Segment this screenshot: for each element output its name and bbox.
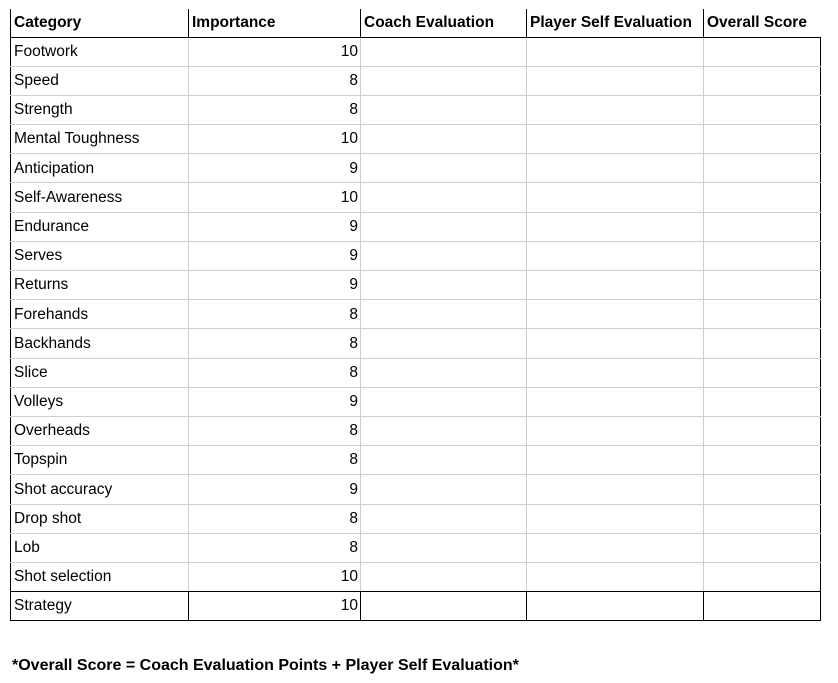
overall-score-cell[interactable] [704,358,821,387]
evaluation-table [10,9,821,621]
overall-score-cell[interactable] [704,154,821,183]
importance-cell[interactable]: 8 [189,300,361,329]
overall-score-cell[interactable] [704,329,821,358]
table-row [11,125,821,154]
player-self-evaluation-cell[interactable] [527,300,704,329]
coach-evaluation-cell[interactable] [361,125,527,154]
table-row [11,154,821,183]
importance-cell[interactable]: 10 [189,562,361,591]
importance-cell[interactable]: 8 [189,95,361,124]
overall-score-cell[interactable] [704,66,821,95]
overall-score-cell[interactable] [704,475,821,504]
coach-evaluation-cell[interactable] [361,154,527,183]
coach-evaluation-cell[interactable] [361,66,527,95]
coach-evaluation-cell[interactable] [361,592,527,621]
table-row [11,271,821,300]
coach-evaluation-cell[interactable] [361,562,527,591]
table-row [11,241,821,270]
overall-score-cell[interactable] [704,592,821,621]
overall-score-cell[interactable] [704,95,821,124]
player-self-evaluation-cell[interactable] [527,387,704,416]
player-self-evaluation-cell[interactable] [527,592,704,621]
player-self-evaluation-cell[interactable] [527,358,704,387]
importance-cell[interactable]: 10 [189,592,361,621]
formula-footnote: *Overall Score = Coach Evaluation Points + Player Self Evaluation* [12,657,519,674]
overall-score-cell[interactable] [704,212,821,241]
player-self-evaluation-cell[interactable] [527,475,704,504]
overall-score-cell[interactable] [704,300,821,329]
table-row [11,358,821,387]
importance-cell[interactable]: 9 [189,154,361,183]
header-coach-evaluation[interactable]: Coach Evaluation [361,9,527,37]
coach-evaluation-cell[interactable] [361,183,527,212]
importance-cell[interactable]: 8 [189,533,361,562]
player-self-evaluation-cell[interactable] [527,504,704,533]
importance-cell[interactable]: 9 [189,241,361,270]
header-importance[interactable]: Importance [189,9,361,37]
table-row [11,212,821,241]
importance-cell[interactable]: 9 [189,212,361,241]
category-cell[interactable]: Forehands [11,300,189,329]
overall-score-cell[interactable] [704,125,821,154]
importance-cell[interactable]: 9 [189,387,361,416]
coach-evaluation-cell[interactable] [361,95,527,124]
player-self-evaluation-cell[interactable] [527,212,704,241]
header-overall-score[interactable]: Overall Score [704,9,821,37]
overall-score-cell[interactable] [704,562,821,591]
player-self-evaluation-cell[interactable] [527,37,704,66]
header-row [11,9,821,37]
table-row [11,504,821,533]
player-self-evaluation-cell[interactable] [527,125,704,154]
table-row [11,533,821,562]
player-self-evaluation-cell[interactable] [527,533,704,562]
category-cell[interactable]: Backhands [11,329,189,358]
overall-score-cell[interactable] [704,387,821,416]
coach-evaluation-cell[interactable] [361,37,527,66]
overall-score-cell[interactable] [704,271,821,300]
category-cell[interactable]: Volleys [11,387,189,416]
player-self-evaluation-cell[interactable] [527,183,704,212]
importance-cell[interactable]: 8 [189,416,361,445]
category-cell[interactable]: Strategy [11,592,189,621]
player-self-evaluation-cell[interactable] [527,329,704,358]
overall-score-cell[interactable] [704,416,821,445]
coach-evaluation-cell[interactable] [361,533,527,562]
overall-score-cell[interactable] [704,504,821,533]
coach-evaluation-cell[interactable] [361,387,527,416]
header-category[interactable]: Category [11,9,189,37]
player-self-evaluation-cell[interactable] [527,271,704,300]
importance-cell[interactable]: 8 [189,504,361,533]
table-row [11,387,821,416]
category-cell[interactable]: Returns [11,271,189,300]
table-row [11,95,821,124]
coach-evaluation-cell[interactable] [361,446,527,475]
importance-cell[interactable]: 8 [189,358,361,387]
coach-evaluation-cell[interactable] [361,475,527,504]
overall-score-cell[interactable] [704,241,821,270]
overall-score-cell[interactable] [704,446,821,475]
importance-cell[interactable]: 8 [189,66,361,95]
coach-evaluation-cell[interactable] [361,271,527,300]
category-cell[interactable]: Serves [11,241,189,270]
player-self-evaluation-cell[interactable] [527,562,704,591]
coach-evaluation-cell[interactable] [361,329,527,358]
table-row [11,475,821,504]
player-self-evaluation-cell[interactable] [527,95,704,124]
category-cell[interactable]: Overheads [11,416,189,445]
category-cell[interactable]: Strength [11,95,189,124]
table-row [11,66,821,95]
coach-evaluation-cell[interactable] [361,358,527,387]
table-row [11,37,821,66]
category-cell[interactable]: Slice [11,358,189,387]
category-cell[interactable]: Shot selection [11,562,189,591]
overall-score-cell[interactable] [704,183,821,212]
category-cell[interactable]: Endurance [11,212,189,241]
player-self-evaluation-cell[interactable] [527,66,704,95]
category-cell[interactable]: Footwork [11,37,189,66]
player-self-evaluation-cell[interactable] [527,446,704,475]
category-cell[interactable]: Mental Toughness [11,125,189,154]
importance-cell[interactable]: 8 [189,446,361,475]
player-self-evaluation-cell[interactable] [527,154,704,183]
table-row [11,183,821,212]
coach-evaluation-cell[interactable] [361,241,527,270]
category-cell[interactable]: Anticipation [11,154,189,183]
coach-evaluation-cell[interactable] [361,504,527,533]
importance-cell[interactable]: 10 [189,37,361,66]
coach-evaluation-cell[interactable] [361,212,527,241]
table-row [11,329,821,358]
category-cell[interactable]: Self-Awareness [11,183,189,212]
importance-cell[interactable]: 9 [189,271,361,300]
coach-evaluation-cell[interactable] [361,416,527,445]
category-cell[interactable]: Shot accuracy [11,475,189,504]
overall-score-cell[interactable] [704,533,821,562]
player-self-evaluation-cell[interactable] [527,241,704,270]
category-cell[interactable]: Lob [11,533,189,562]
category-cell[interactable]: Topspin [11,446,189,475]
table-row [11,300,821,329]
category-cell[interactable]: Speed [11,66,189,95]
category-cell[interactable]: Drop shot [11,504,189,533]
coach-evaluation-cell[interactable] [361,300,527,329]
importance-cell[interactable]: 10 [189,183,361,212]
table-row [11,592,821,621]
importance-cell[interactable]: 9 [189,475,361,504]
importance-cell[interactable]: 10 [189,125,361,154]
table-row [11,446,821,475]
header-player-self-evaluation[interactable]: Player Self Evaluation [527,9,704,37]
importance-cell[interactable]: 8 [189,329,361,358]
player-self-evaluation-cell[interactable] [527,416,704,445]
table-row [11,416,821,445]
table-row [11,562,821,591]
overall-score-cell[interactable] [704,37,821,66]
